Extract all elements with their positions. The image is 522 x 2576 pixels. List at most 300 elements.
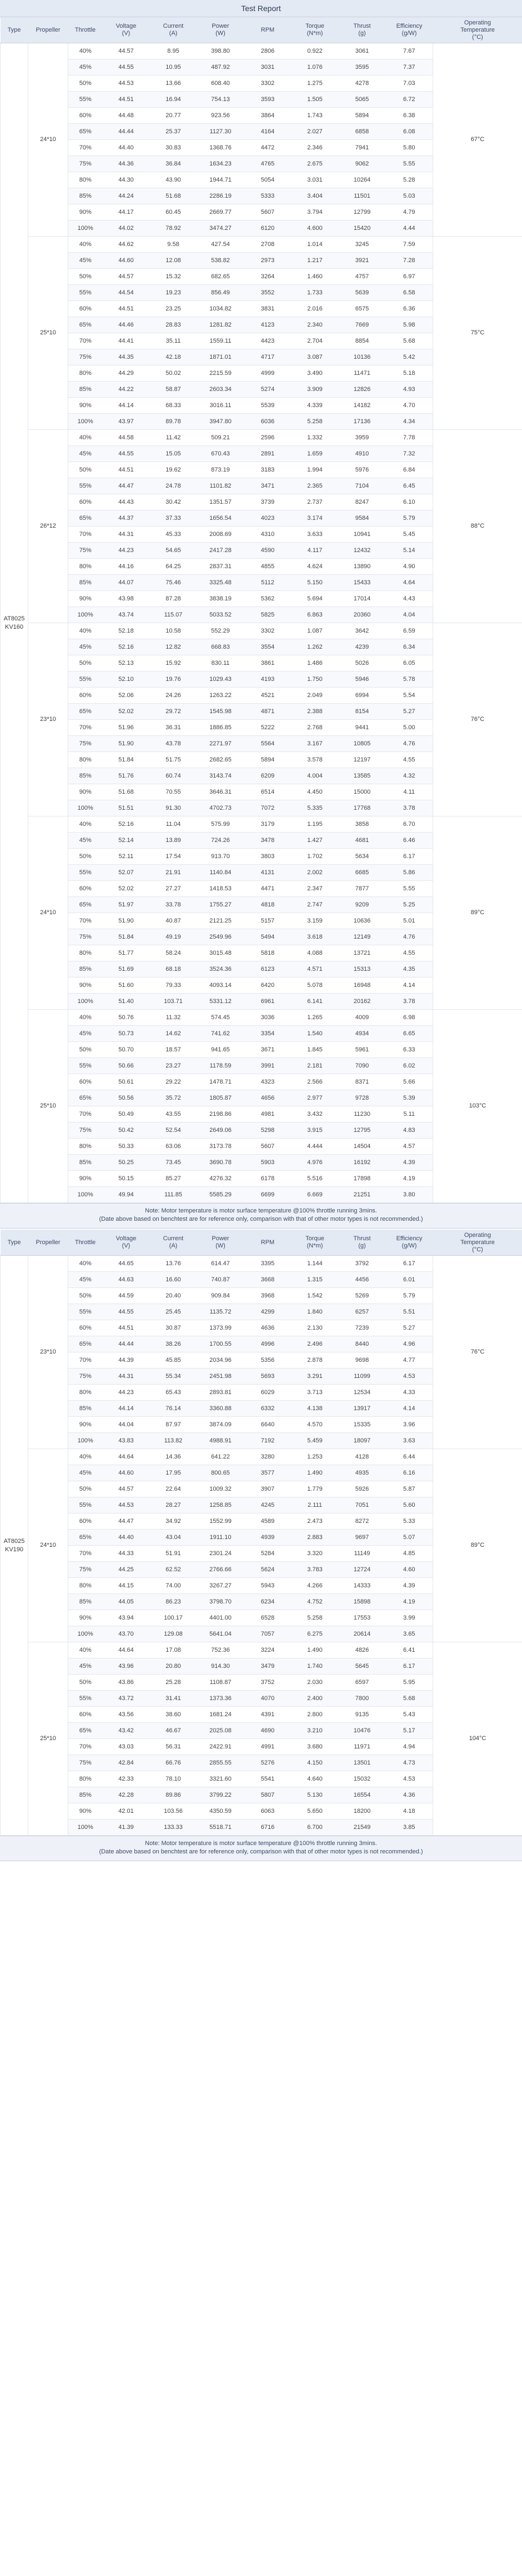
rpm-cell: 7057 (244, 1626, 292, 1642)
thrust-cell: 10805 (339, 736, 386, 752)
rpm-cell: 4871 (244, 704, 292, 720)
power-cell: 1373.99 (197, 1320, 244, 1336)
table-row (1, 816, 522, 833)
power-cell: 4988.91 (197, 1433, 244, 1449)
throttle-cell: 45% (68, 253, 103, 269)
thrust-cell: 4757 (339, 269, 386, 285)
current-cell: 45.85 (150, 1352, 197, 1369)
current-cell: 24.26 (150, 688, 197, 704)
voltage-cell: 51.96 (103, 720, 150, 736)
torque-cell: 2.768 (292, 720, 339, 736)
column-header-torque: Torque (N*m) (292, 1230, 339, 1256)
throttle-cell: 90% (68, 978, 103, 994)
rpm-cell: 3554 (244, 639, 292, 655)
torque-cell: 1.253 (292, 1449, 339, 1465)
efficiency-cell: 3.96 (386, 1417, 433, 1433)
voltage-cell: 51.40 (103, 994, 150, 1010)
power-cell: 909.84 (197, 1288, 244, 1304)
throttle-cell: 90% (68, 1610, 103, 1626)
throttle-cell: 55% (68, 285, 103, 301)
throttle-cell: 40% (68, 237, 103, 253)
torque-cell: 5.130 (292, 1787, 339, 1803)
throttle-cell: 100% (68, 1820, 103, 1836)
rpm-cell: 6178 (244, 1171, 292, 1187)
current-cell: 51.75 (150, 752, 197, 768)
current-cell: 30.87 (150, 1320, 197, 1336)
efficiency-cell: 4.39 (386, 1578, 433, 1594)
rpm-cell: 6332 (244, 1401, 292, 1417)
efficiency-cell: 5.39 (386, 1090, 433, 1106)
current-cell: 15.32 (150, 269, 197, 285)
thrust-cell: 15420 (339, 220, 386, 237)
throttle-cell: 55% (68, 671, 103, 688)
power-cell: 3360.88 (197, 1401, 244, 1417)
torque-cell: 3.915 (292, 1122, 339, 1139)
torque-cell: 6.863 (292, 607, 339, 623)
rpm-cell: 5054 (244, 172, 292, 188)
torque-cell: 2.049 (292, 688, 339, 704)
efficiency-cell: 6.97 (386, 269, 433, 285)
throttle-cell: 65% (68, 704, 103, 720)
efficiency-cell: 4.39 (386, 1155, 433, 1171)
torque-cell: 3.633 (292, 527, 339, 543)
rpm-cell: 3803 (244, 849, 292, 865)
current-cell: 10.58 (150, 623, 197, 639)
thrust-cell: 5926 (339, 1481, 386, 1497)
current-cell: 25.37 (150, 124, 197, 140)
power-cell: 3267.27 (197, 1578, 244, 1594)
thrust-cell: 11230 (339, 1106, 386, 1122)
torque-cell: 2.130 (292, 1320, 339, 1336)
note-line-2: (Date above based on benchtest are for reference only, comparison with that of other motor types is not recommended.) (99, 1216, 423, 1222)
current-cell: 19.62 (150, 462, 197, 478)
throttle-cell: 50% (68, 1481, 103, 1497)
efficiency-cell: 6.38 (386, 108, 433, 124)
torque-cell: 2.388 (292, 704, 339, 720)
power-cell: 2422.91 (197, 1739, 244, 1755)
rpm-cell: 4023 (244, 510, 292, 527)
rpm-cell: 3831 (244, 301, 292, 317)
efficiency-cell: 5.54 (386, 688, 433, 704)
efficiency-cell: 4.57 (386, 1139, 433, 1155)
power-cell: 2837.31 (197, 559, 244, 575)
thrust-cell: 20162 (339, 994, 386, 1010)
thrust-cell: 21251 (339, 1187, 386, 1203)
power-cell: 3325.48 (197, 575, 244, 591)
column-header-efficiency: Efficiency (g/W) (386, 1230, 433, 1256)
propeller-cell: 25*10 (28, 237, 68, 430)
torque-cell: 1.014 (292, 237, 339, 253)
propeller-cell: 25*10 (28, 1642, 68, 1836)
efficiency-cell: 5.60 (386, 1497, 433, 1513)
voltage-cell: 51.60 (103, 978, 150, 994)
current-cell: 20.77 (150, 108, 197, 124)
thrust-cell: 12197 (339, 752, 386, 768)
efficiency-cell: 5.45 (386, 527, 433, 543)
voltage-cell: 43.56 (103, 1707, 150, 1723)
efficiency-cell: 4.43 (386, 591, 433, 607)
throttle-cell: 50% (68, 269, 103, 285)
current-cell: 68.33 (150, 398, 197, 414)
voltage-cell: 44.36 (103, 156, 150, 172)
torque-cell: 5.150 (292, 575, 339, 591)
torque-cell: 3.680 (292, 1739, 339, 1755)
rpm-cell: 4690 (244, 1723, 292, 1739)
rpm-cell: 4981 (244, 1106, 292, 1122)
efficiency-cell: 4.55 (386, 752, 433, 768)
efficiency-cell: 6.70 (386, 816, 433, 833)
torque-cell: 5.516 (292, 1171, 339, 1187)
power-cell: 4702.73 (197, 800, 244, 816)
current-cell: 58.87 (150, 382, 197, 398)
power-cell: 3874.09 (197, 1417, 244, 1433)
torque-cell: 1.087 (292, 623, 339, 639)
efficiency-cell: 6.02 (386, 1058, 433, 1074)
torque-cell: 6.669 (292, 1187, 339, 1203)
torque-cell: 4.339 (292, 398, 339, 414)
voltage-cell: 44.64 (103, 1449, 150, 1465)
torque-cell: 1.505 (292, 92, 339, 108)
power-cell: 1552.99 (197, 1513, 244, 1530)
rpm-cell: 3224 (244, 1642, 292, 1658)
efficiency-cell: 4.19 (386, 1594, 433, 1610)
torque-cell: 2.977 (292, 1090, 339, 1106)
torque-cell: 4.640 (292, 1771, 339, 1787)
column-header-voltage: Voltage (V) (103, 17, 150, 43)
torque-cell: 1.750 (292, 671, 339, 688)
rpm-cell: 3302 (244, 76, 292, 92)
column-header-power: Power (W) (197, 17, 244, 43)
voltage-cell: 44.30 (103, 172, 150, 188)
efficiency-cell: 4.79 (386, 204, 433, 220)
current-cell: 89.78 (150, 414, 197, 430)
voltage-cell: 44.51 (103, 1320, 150, 1336)
current-cell: 100.17 (150, 1610, 197, 1626)
efficiency-cell: 4.76 (386, 736, 433, 752)
thrust-cell: 17136 (339, 414, 386, 430)
table-row (1, 1256, 522, 1272)
voltage-cell: 44.63 (103, 1272, 150, 1288)
torque-cell: 2.800 (292, 1707, 339, 1723)
current-cell: 30.42 (150, 494, 197, 510)
power-cell: 2121.25 (197, 913, 244, 929)
thrust-cell: 14333 (339, 1578, 386, 1594)
thrust-cell: 10136 (339, 349, 386, 365)
power-cell: 1545.98 (197, 704, 244, 720)
thrust-cell: 6858 (339, 124, 386, 140)
thrust-cell: 4910 (339, 446, 386, 462)
torque-cell: 2.747 (292, 897, 339, 913)
throttle-cell: 60% (68, 1707, 103, 1723)
thrust-cell: 15335 (339, 1417, 386, 1433)
power-cell: 2198.86 (197, 1106, 244, 1122)
column-header-throttle: Throttle (68, 17, 103, 43)
voltage-cell: 52.10 (103, 671, 150, 688)
thrust-cell: 14504 (339, 1139, 386, 1155)
report-title: Test Report (0, 0, 522, 17)
current-cell: 51.91 (150, 1546, 197, 1562)
efficiency-cell: 5.80 (386, 140, 433, 156)
efficiency-cell: 7.37 (386, 59, 433, 76)
current-cell: 18.57 (150, 1042, 197, 1058)
power-cell: 3173.78 (197, 1139, 244, 1155)
rpm-cell: 4939 (244, 1530, 292, 1546)
throttle-cell: 90% (68, 204, 103, 220)
rpm-cell: 6640 (244, 1417, 292, 1433)
efficiency-cell: 4.90 (386, 559, 433, 575)
voltage-cell: 44.62 (103, 237, 150, 253)
rpm-cell: 3907 (244, 1481, 292, 1497)
rpm-cell: 6528 (244, 1610, 292, 1626)
rpm-cell: 5807 (244, 1787, 292, 1803)
rpm-cell: 3179 (244, 816, 292, 833)
torque-cell: 1.540 (292, 1026, 339, 1042)
current-cell: 17.95 (150, 1465, 197, 1481)
voltage-cell: 44.51 (103, 92, 150, 108)
throttle-cell: 90% (68, 591, 103, 607)
efficiency-cell: 3.85 (386, 1820, 433, 1836)
power-cell: 509.21 (197, 430, 244, 446)
current-cell: 43.78 (150, 736, 197, 752)
current-cell: 13.89 (150, 833, 197, 849)
efficiency-cell: 4.60 (386, 1562, 433, 1578)
power-cell: 4350.59 (197, 1803, 244, 1820)
efficiency-cell: 4.18 (386, 1803, 433, 1820)
thrust-cell: 12795 (339, 1122, 386, 1139)
voltage-cell: 44.31 (103, 527, 150, 543)
efficiency-cell: 5.28 (386, 172, 433, 188)
torque-cell: 4.570 (292, 1417, 339, 1433)
efficiency-cell: 5.86 (386, 865, 433, 881)
rpm-cell: 5284 (244, 1546, 292, 1562)
power-cell: 2008.69 (197, 527, 244, 543)
voltage-cell: 49.94 (103, 1187, 150, 1203)
throttle-cell: 70% (68, 913, 103, 929)
torque-cell: 2.365 (292, 478, 339, 494)
voltage-cell: 44.33 (103, 1546, 150, 1562)
thrust-cell: 4681 (339, 833, 386, 849)
rpm-cell: 3577 (244, 1465, 292, 1481)
efficiency-cell: 6.01 (386, 1272, 433, 1288)
rpm-cell: 3036 (244, 1010, 292, 1026)
throttle-cell: 80% (68, 1771, 103, 1787)
throttle-cell: 70% (68, 1546, 103, 1562)
power-cell: 2301.24 (197, 1546, 244, 1562)
voltage-cell: 44.15 (103, 1578, 150, 1594)
efficiency-cell: 4.35 (386, 961, 433, 978)
power-cell: 752.36 (197, 1642, 244, 1658)
power-cell: 830.11 (197, 655, 244, 671)
kv160-table (0, 17, 522, 1203)
torque-cell: 3.087 (292, 349, 339, 365)
torque-cell: 1.490 (292, 1642, 339, 1658)
throttle-cell: 40% (68, 430, 103, 446)
voltage-cell: 44.17 (103, 204, 150, 220)
power-cell: 3474.27 (197, 220, 244, 237)
rpm-cell: 4164 (244, 124, 292, 140)
throttle-cell: 50% (68, 1288, 103, 1304)
power-cell: 1135.72 (197, 1304, 244, 1320)
current-cell: 54.65 (150, 543, 197, 559)
thrust-cell: 11501 (339, 188, 386, 204)
voltage-cell: 44.31 (103, 1369, 150, 1385)
throttle-cell: 65% (68, 1090, 103, 1106)
torque-cell: 2.346 (292, 140, 339, 156)
throttle-cell: 60% (68, 881, 103, 897)
thrust-cell: 3642 (339, 623, 386, 639)
power-cell: 856.49 (197, 285, 244, 301)
voltage-cell: 51.90 (103, 736, 150, 752)
thrust-cell: 5894 (339, 108, 386, 124)
current-cell: 115.07 (150, 607, 197, 623)
throttle-cell: 80% (68, 1578, 103, 1594)
thrust-cell: 3858 (339, 816, 386, 833)
efficiency-cell: 5.00 (386, 720, 433, 736)
rpm-cell: 5903 (244, 1155, 292, 1171)
voltage-cell: 51.84 (103, 752, 150, 768)
current-cell: 64.25 (150, 559, 197, 575)
voltage-cell: 44.40 (103, 1530, 150, 1546)
efficiency-cell: 4.94 (386, 1739, 433, 1755)
power-cell: 608.40 (197, 76, 244, 92)
efficiency-cell: 5.03 (386, 188, 433, 204)
torque-cell: 1.542 (292, 1288, 339, 1304)
efficiency-cell: 5.95 (386, 1675, 433, 1691)
thrust-cell: 3245 (339, 237, 386, 253)
table-row (1, 237, 522, 253)
torque-cell: 1.743 (292, 108, 339, 124)
efficiency-cell: 5.18 (386, 365, 433, 382)
thrust-cell: 5961 (339, 1042, 386, 1058)
voltage-cell: 44.65 (103, 1256, 150, 1272)
current-cell: 42.18 (150, 349, 197, 365)
thrust-cell: 20614 (339, 1626, 386, 1642)
power-cell: 873.19 (197, 462, 244, 478)
column-header-temperature: Operating Temperature (°C) (433, 1230, 522, 1256)
rpm-cell: 4521 (244, 688, 292, 704)
voltage-cell: 44.47 (103, 478, 150, 494)
current-cell: 33.78 (150, 897, 197, 913)
efficiency-cell: 4.14 (386, 978, 433, 994)
voltage-cell: 44.57 (103, 269, 150, 285)
current-cell: 28.27 (150, 1497, 197, 1513)
rpm-cell: 5356 (244, 1352, 292, 1369)
voltage-cell: 43.72 (103, 1691, 150, 1707)
throttle-cell: 45% (68, 446, 103, 462)
efficiency-cell: 4.53 (386, 1771, 433, 1787)
torque-cell: 5.694 (292, 591, 339, 607)
power-cell: 2603.34 (197, 382, 244, 398)
torque-cell: 3.578 (292, 752, 339, 768)
efficiency-cell: 6.59 (386, 623, 433, 639)
voltage-cell: 44.60 (103, 253, 150, 269)
thrust-cell: 16554 (339, 1787, 386, 1803)
throttle-cell: 75% (68, 1755, 103, 1771)
power-cell: 2417.28 (197, 543, 244, 559)
rpm-cell: 3183 (244, 462, 292, 478)
efficiency-cell: 4.44 (386, 220, 433, 237)
torque-cell: 1.840 (292, 1304, 339, 1320)
thrust-cell: 11099 (339, 1369, 386, 1385)
current-cell: 65.43 (150, 1385, 197, 1401)
current-cell: 45.33 (150, 527, 197, 543)
torque-cell: 3.210 (292, 1723, 339, 1739)
throttle-cell: 60% (68, 494, 103, 510)
thrust-cell: 20360 (339, 607, 386, 623)
current-cell: 87.97 (150, 1417, 197, 1433)
efficiency-cell: 4.64 (386, 575, 433, 591)
voltage-cell: 52.16 (103, 816, 150, 833)
voltage-cell: 44.29 (103, 365, 150, 382)
throttle-cell: 100% (68, 1626, 103, 1642)
efficiency-cell: 5.33 (386, 1513, 433, 1530)
efficiency-cell: 6.84 (386, 462, 433, 478)
kv190-note (0, 1836, 522, 1861)
rpm-cell: 5825 (244, 607, 292, 623)
thrust-cell: 10264 (339, 172, 386, 188)
throttle-cell: 70% (68, 720, 103, 736)
power-cell: 1656.54 (197, 510, 244, 527)
current-cell: 9.58 (150, 237, 197, 253)
voltage-cell: 44.54 (103, 285, 150, 301)
voltage-cell: 44.48 (103, 108, 150, 124)
rpm-cell: 3478 (244, 833, 292, 849)
power-cell: 3015.48 (197, 945, 244, 961)
torque-cell: 3.174 (292, 510, 339, 527)
current-cell: 11.32 (150, 1010, 197, 1026)
rpm-cell: 4323 (244, 1074, 292, 1090)
efficiency-cell: 7.78 (386, 430, 433, 446)
current-cell: 29.22 (150, 1074, 197, 1090)
torque-cell: 2.347 (292, 881, 339, 897)
efficiency-cell: 6.45 (386, 478, 433, 494)
rpm-cell: 4123 (244, 317, 292, 333)
power-cell: 487.92 (197, 59, 244, 76)
rpm-cell: 3668 (244, 1272, 292, 1288)
rpm-cell: 3968 (244, 1288, 292, 1304)
table-row (1, 1010, 522, 1026)
torque-cell: 2.016 (292, 301, 339, 317)
current-cell: 43.90 (150, 172, 197, 188)
power-cell: 4093.14 (197, 978, 244, 994)
current-cell: 49.19 (150, 929, 197, 945)
thrust-cell: 7051 (339, 1497, 386, 1513)
current-cell: 62.52 (150, 1562, 197, 1578)
thrust-cell: 18097 (339, 1433, 386, 1449)
thrust-cell: 9698 (339, 1352, 386, 1369)
thrust-cell: 7669 (339, 317, 386, 333)
throttle-cell: 70% (68, 527, 103, 543)
column-header-current: Current (A) (150, 1230, 197, 1256)
efficiency-cell: 6.46 (386, 833, 433, 849)
throttle-cell: 80% (68, 365, 103, 382)
voltage-cell: 44.55 (103, 446, 150, 462)
current-cell: 22.64 (150, 1481, 197, 1497)
rpm-cell: 4193 (244, 671, 292, 688)
power-cell: 5331.12 (197, 994, 244, 1010)
voltage-cell: 44.02 (103, 220, 150, 237)
torque-cell: 5.258 (292, 414, 339, 430)
thrust-cell: 16192 (339, 1155, 386, 1171)
thrust-cell: 4456 (339, 1272, 386, 1288)
voltage-cell: 44.55 (103, 59, 150, 76)
torque-cell: 1.427 (292, 833, 339, 849)
efficiency-cell: 4.14 (386, 1401, 433, 1417)
rpm-cell: 3739 (244, 494, 292, 510)
torque-cell: 3.713 (292, 1385, 339, 1401)
current-cell: 23.25 (150, 301, 197, 317)
voltage-cell: 44.14 (103, 398, 150, 414)
